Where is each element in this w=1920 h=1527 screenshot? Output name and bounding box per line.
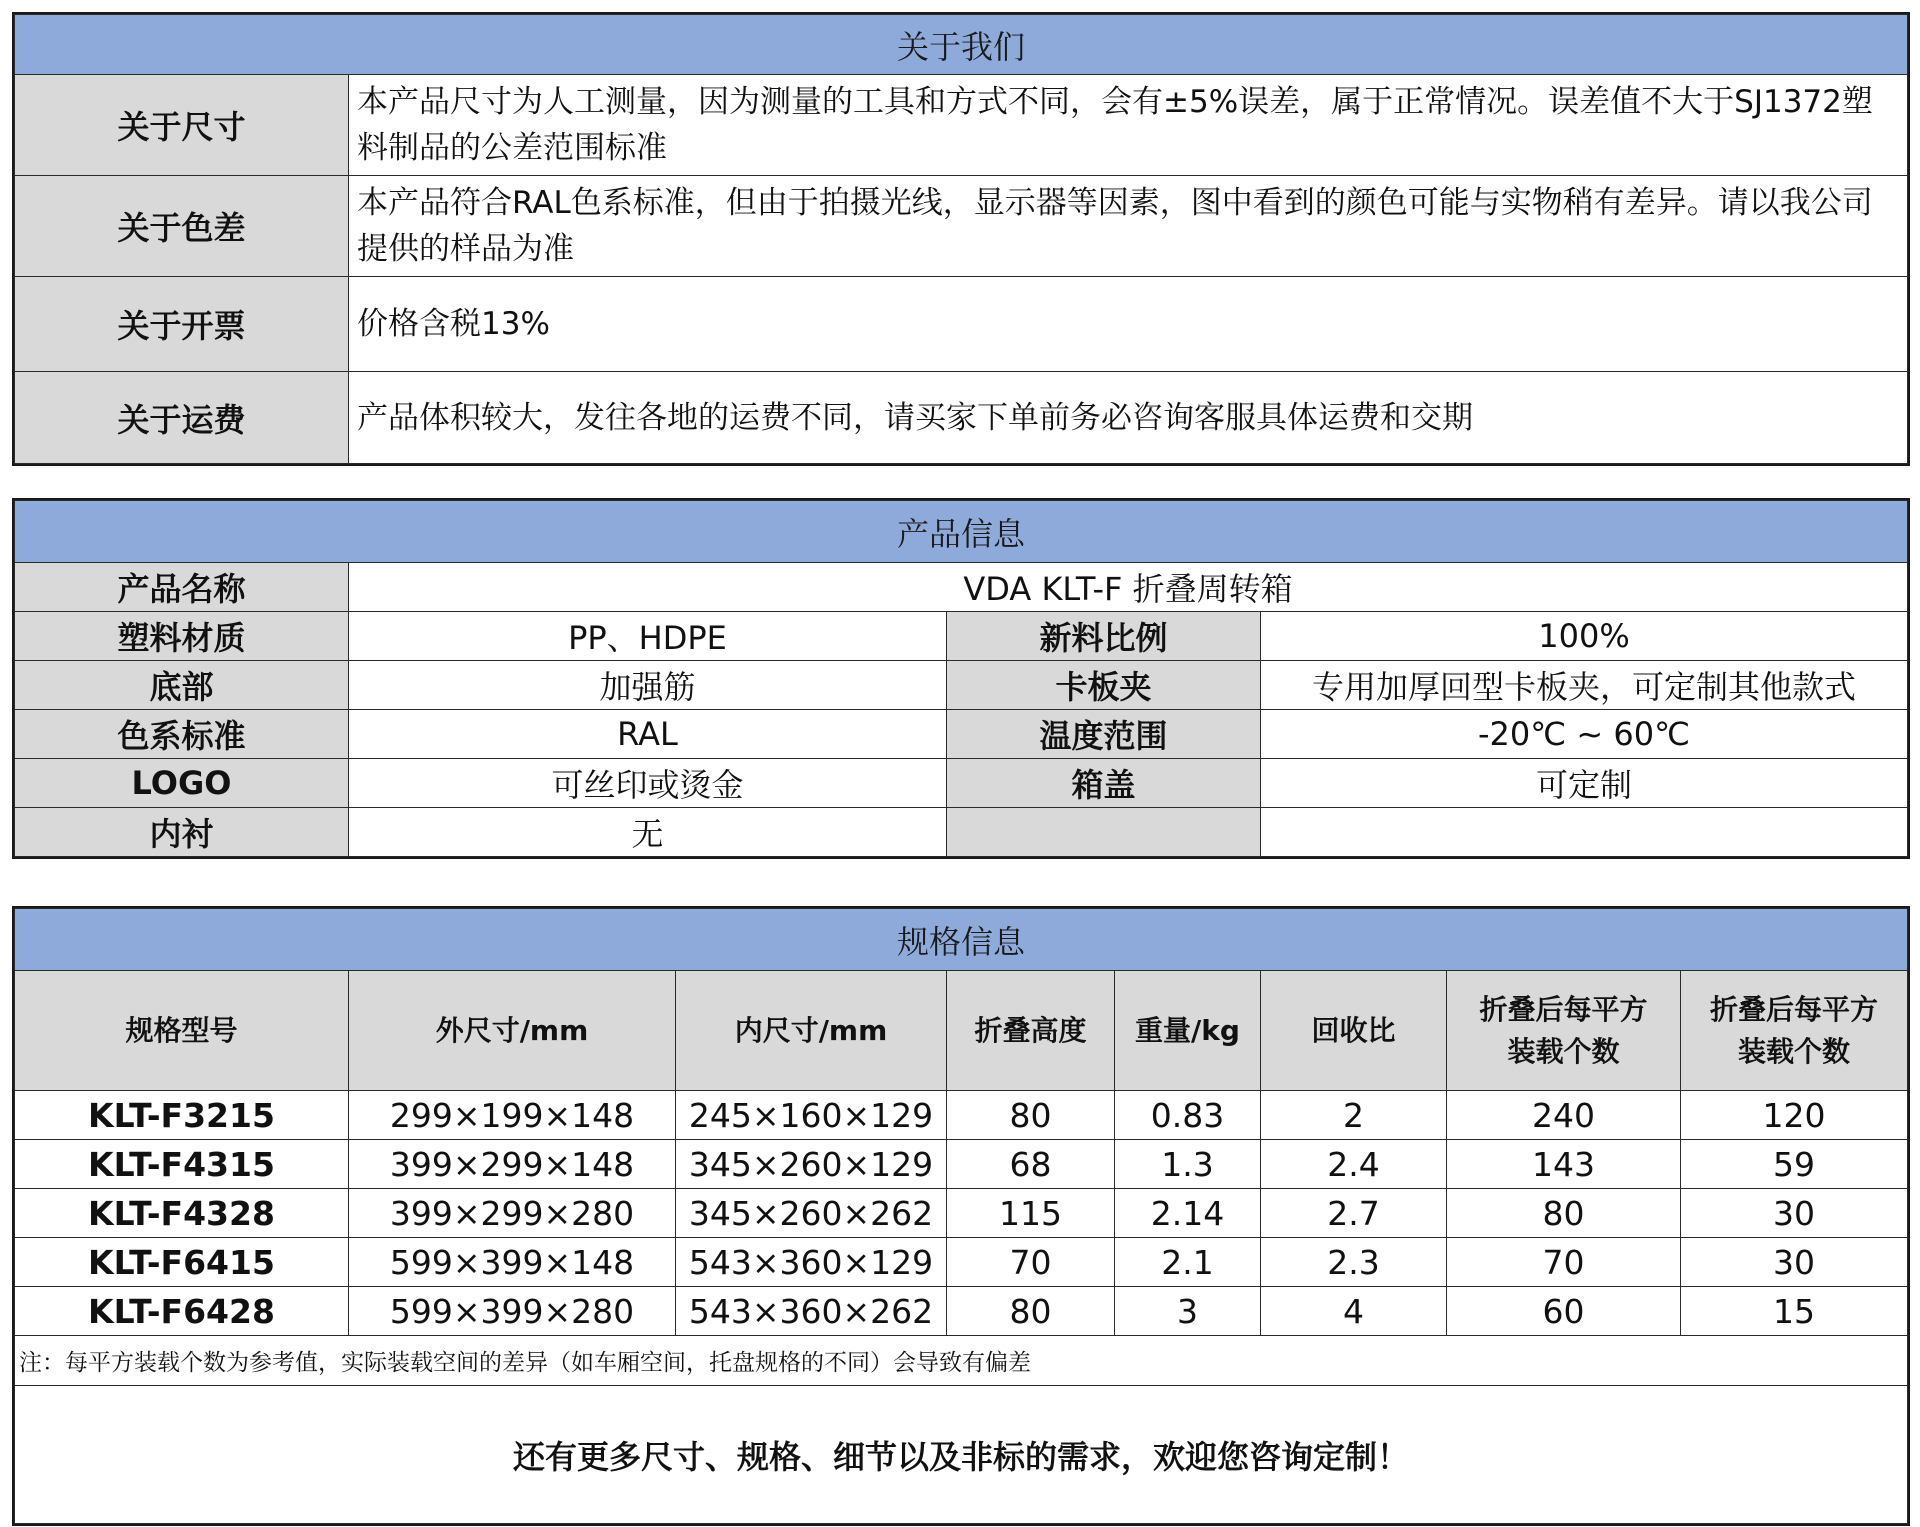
about-row xyxy=(15,277,1908,372)
cell-load-a: 240 xyxy=(1447,1091,1681,1140)
cell-inner: 245×160×129 xyxy=(676,1091,947,1140)
about-row xyxy=(15,176,1908,277)
product-value-empty xyxy=(1261,808,1908,857)
table-row xyxy=(15,1091,1908,1140)
about-text-invoice: 价格含税13% xyxy=(349,277,1908,372)
product-label: 内衬 xyxy=(15,808,349,857)
cell-fold-height: 70 xyxy=(947,1238,1115,1287)
product-value: 专用加厚回型卡板夹，可定制其他款式 xyxy=(1261,661,1908,710)
col-header: 折叠后每平方装载个数 xyxy=(1681,971,1908,1091)
product-label: 新料比例 xyxy=(947,612,1261,661)
product-row xyxy=(15,710,1908,759)
col-header: 回收比 xyxy=(1261,971,1447,1091)
about-row xyxy=(15,372,1908,464)
product-row xyxy=(15,759,1908,808)
cell-inner: 543×360×262 xyxy=(676,1287,947,1336)
custom-order-banner: 还有更多尺寸、规格、细节以及非标的需求，欢迎您咨询定制！ xyxy=(15,1386,1908,1524)
cell-fold-height: 68 xyxy=(947,1140,1115,1189)
cell-inner: 543×360×129 xyxy=(676,1238,947,1287)
product-section xyxy=(12,498,1910,859)
spec-section xyxy=(12,906,1910,1526)
cell-inner: 345×260×129 xyxy=(676,1140,947,1189)
about-text-size: 本产品尺寸为人工测量，因为测量的工具和方式不同，会有±5%误差，属于正常情况。误差值不大于SJ1372塑料制品的公差范围标准 xyxy=(349,75,1908,176)
product-label: 色系标准 xyxy=(15,710,349,759)
cell-ratio: 2.7 xyxy=(1261,1189,1447,1238)
cell-ratio: 2.3 xyxy=(1261,1238,1447,1287)
cell-model: KLT-F4328 xyxy=(15,1189,349,1238)
col-header: 内尺寸/mm xyxy=(676,971,947,1091)
col-header: 折叠高度 xyxy=(947,971,1115,1091)
cell-model: KLT-F4315 xyxy=(15,1140,349,1189)
cell-fold-height: 80 xyxy=(947,1287,1115,1336)
col-header: 规格型号 xyxy=(15,971,349,1091)
cell-weight: 1.3 xyxy=(1115,1140,1261,1189)
product-value: 加强筋 xyxy=(349,661,947,710)
product-label: 卡板夹 xyxy=(947,661,1261,710)
product-value: RAL xyxy=(349,710,947,759)
cell-ratio: 2.4 xyxy=(1261,1140,1447,1189)
about-label-size: 关于尺寸 xyxy=(15,75,349,176)
about-label-color: 关于色差 xyxy=(15,176,349,277)
product-value: PP、HDPE xyxy=(349,612,947,661)
product-row xyxy=(15,808,1908,857)
cell-load-b: 15 xyxy=(1681,1287,1908,1336)
spec-note: 注：每平方装载个数为参考值，实际装载空间的差异（如车厢空间，托盘规格的不同）会导致有偏差 xyxy=(15,1336,1908,1386)
about-text-color: 本产品符合RAL色系标准，但由于拍摄光线，显示器等因素，图中看到的颜色可能与实物稍有差异。请以我公司提供的样品为准 xyxy=(349,176,1908,277)
about-label-invoice: 关于开票 xyxy=(15,277,349,372)
cell-weight: 0.83 xyxy=(1115,1091,1261,1140)
cell-load-a: 143 xyxy=(1447,1140,1681,1189)
cell-outer: 599×399×280 xyxy=(349,1287,676,1336)
table-row xyxy=(15,1238,1908,1287)
cell-ratio: 2 xyxy=(1261,1091,1447,1140)
cell-outer: 299×199×148 xyxy=(349,1091,676,1140)
cell-fold-height: 115 xyxy=(947,1189,1115,1238)
cell-load-b: 59 xyxy=(1681,1140,1908,1189)
cell-outer: 399×299×148 xyxy=(349,1140,676,1189)
product-name-label: 产品名称 xyxy=(15,563,349,612)
cell-weight: 3 xyxy=(1115,1287,1261,1336)
cell-model: KLT-F6415 xyxy=(15,1238,349,1287)
cell-weight: 2.1 xyxy=(1115,1238,1261,1287)
product-value: -20℃ ~ 60℃ xyxy=(1261,710,1908,759)
about-label-shipping: 关于运费 xyxy=(15,372,349,464)
cell-load-a: 70 xyxy=(1447,1238,1681,1287)
product-row xyxy=(15,612,1908,661)
cell-load-b: 120 xyxy=(1681,1091,1908,1140)
product-label: 温度范围 xyxy=(947,710,1261,759)
cell-ratio: 4 xyxy=(1261,1287,1447,1336)
cell-load-a: 80 xyxy=(1447,1189,1681,1238)
cell-load-b: 30 xyxy=(1681,1189,1908,1238)
product-label-empty xyxy=(947,808,1261,857)
cell-outer: 399×299×280 xyxy=(349,1189,676,1238)
about-title: 关于我们 xyxy=(15,15,1908,75)
cell-load-a: 60 xyxy=(1447,1287,1681,1336)
col-header: 外尺寸/mm xyxy=(349,971,676,1091)
spec-header-row xyxy=(15,971,1908,1091)
table-row xyxy=(15,1140,1908,1189)
product-row xyxy=(15,661,1908,710)
product-label: 塑料材质 xyxy=(15,612,349,661)
about-row xyxy=(15,75,1908,176)
col-header: 折叠后每平方装载个数 xyxy=(1447,971,1681,1091)
cell-inner: 345×260×262 xyxy=(676,1189,947,1238)
product-label: 箱盖 xyxy=(947,759,1261,808)
product-value: 可丝印或烫金 xyxy=(349,759,947,808)
product-value: 无 xyxy=(349,808,947,857)
product-label: 底部 xyxy=(15,661,349,710)
table-row xyxy=(15,1287,1908,1336)
product-label: LOGO xyxy=(15,759,349,808)
about-text-shipping: 产品体积较大，发往各地的运费不同，请买家下单前务必咨询客服具体运费和交期 xyxy=(349,372,1908,464)
product-value: 可定制 xyxy=(1261,759,1908,808)
about-section xyxy=(12,12,1910,466)
cell-model: KLT-F3215 xyxy=(15,1091,349,1140)
product-title: 产品信息 xyxy=(15,501,1908,563)
col-header: 重量/kg xyxy=(1115,971,1261,1091)
table-row xyxy=(15,1189,1908,1238)
cell-outer: 599×399×148 xyxy=(349,1238,676,1287)
cell-load-b: 30 xyxy=(1681,1238,1908,1287)
product-name-value: VDA KLT-F 折叠周转箱 xyxy=(349,563,1908,612)
spec-title: 规格信息 xyxy=(15,909,1908,971)
cell-weight: 2.14 xyxy=(1115,1189,1261,1238)
cell-fold-height: 80 xyxy=(947,1091,1115,1140)
product-value: 100% xyxy=(1261,612,1908,661)
cell-model: KLT-F6428 xyxy=(15,1287,349,1336)
